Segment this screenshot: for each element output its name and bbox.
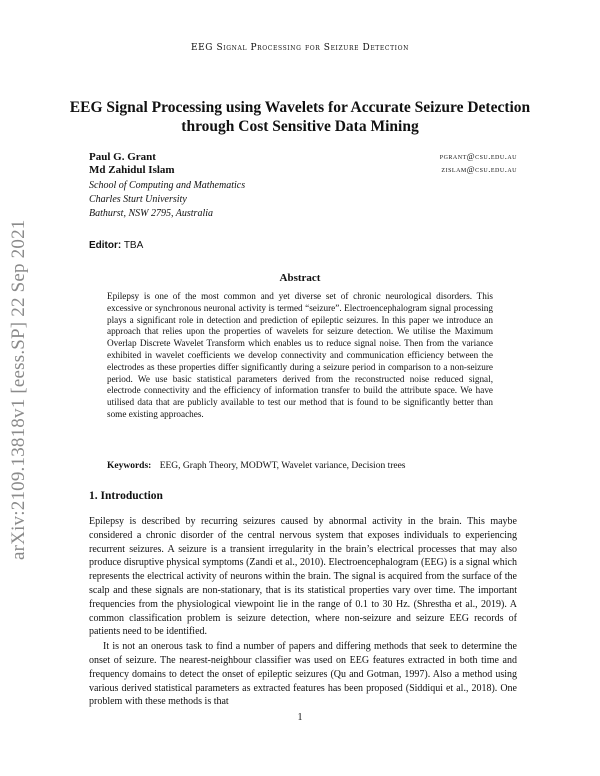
affiliation-line: Charles Sturt University	[89, 194, 187, 205]
keywords-value: EEG, Graph Theory, MODWT, Wavelet variance, Decision trees	[159, 461, 406, 471]
page-number: 1	[297, 712, 303, 723]
author-row	[89, 151, 517, 164]
editor-value: TBA	[123, 240, 144, 251]
affiliation-line: Bathurst, NSW 2795, Australia	[89, 208, 213, 219]
author-name: Paul G. Grant	[89, 151, 156, 163]
author-block	[89, 151, 517, 221]
running-head: EEG Signal Processing for Seizure Detection	[190, 43, 410, 53]
keywords	[107, 461, 497, 471]
affiliation-line: School of Computing and Mathematics	[89, 180, 246, 191]
section-heading: 1. Introduction	[89, 490, 163, 502]
paragraph: Epilepsy is described by recurring seizures caused by abnormal activity in the brain. This maybe considered a chronic disorder of the central nervous system that exposes individuals to experiencing recurrent seizures. A seizure is a transient irregularity in the brain’s electrical processes that may also produce disruptive physical symptoms (Zandi et al., 2010). Electroencephalogram (EEG) is a signal which represents the electrical activity of neurons within the brain. The signal is acquired from the surface of the scalp and these signals are non-stationary, that is its statistical properties vary over time. The important frequencies from the physiological viewpoint lie in the range of 0.1 to 30 Hz. (Shrestha et al., 2019). A common classification problem is seizure detection, where non-seizure and seizure EEG records of patients need to be identified.	[89, 516, 517, 638]
paper-title: EEG Signal Processing using Wavelets for Accurate Seizure Detection through Cost Sensitive Data Mining	[69, 99, 531, 135]
paragraph: It is not an onerous task to find a number of papers and differing methods that seek to determine the onset of seizure. The nearest-neighbour classifier was used on EEG features extracted in both time and frequency domains to detect the onset of epileptic seizures (Qu and Gotman, 1997). Also a method using various derived statistical parameters as extracted features has been proposed (Siddiqui et al., 2018). One problem with these methods is that	[89, 641, 517, 708]
author-name: Md Zahidul Islam	[89, 164, 175, 176]
abstract-heading: Abstract	[279, 272, 321, 284]
author-row	[89, 164, 517, 177]
author-email: pgrant@csu.edu.au	[439, 151, 517, 161]
abstract-text: Epilepsy is one of the most common and yet diverse set of chronic neurological disorders. This excessive or synchronous neuronal activity is termed “seizure”. Electroencephalogram signal processing plays a significant role in detection and prediction of epileptic seizures. In this paper we introduce an approach that relies upon the properties of wavelets for seizure detection. We utilise the Maximum Overlap Discrete Wavelet Transform which enables us to reduce signal noise. Then from the variance exhibited in wavelet coefficients we develop connectivity and communication efficiency between the electrodes as these properties differ significantly during a seizure period in comparison to a non-seizure period. We use basic statistical parameters derived from the reconstructed noise reduced signal, electrode connectivity and the efficiency of information transfer to build the attribute space. We have utilised data that are publicly available to test our method that is found to be significantly better than some existing approaches.	[107, 291, 493, 419]
section-body	[89, 515, 517, 709]
author-email: zislam@csu.edu.au	[441, 164, 517, 174]
arxiv-identifier-stamp: arXiv:2109.13818v1 [eess.SP] 22 Sep 2021	[8, 219, 29, 560]
affiliation	[89, 179, 517, 221]
keywords-label: Keywords:	[107, 461, 152, 471]
editor-label: Editor:	[89, 240, 122, 251]
editor-line	[89, 240, 143, 251]
